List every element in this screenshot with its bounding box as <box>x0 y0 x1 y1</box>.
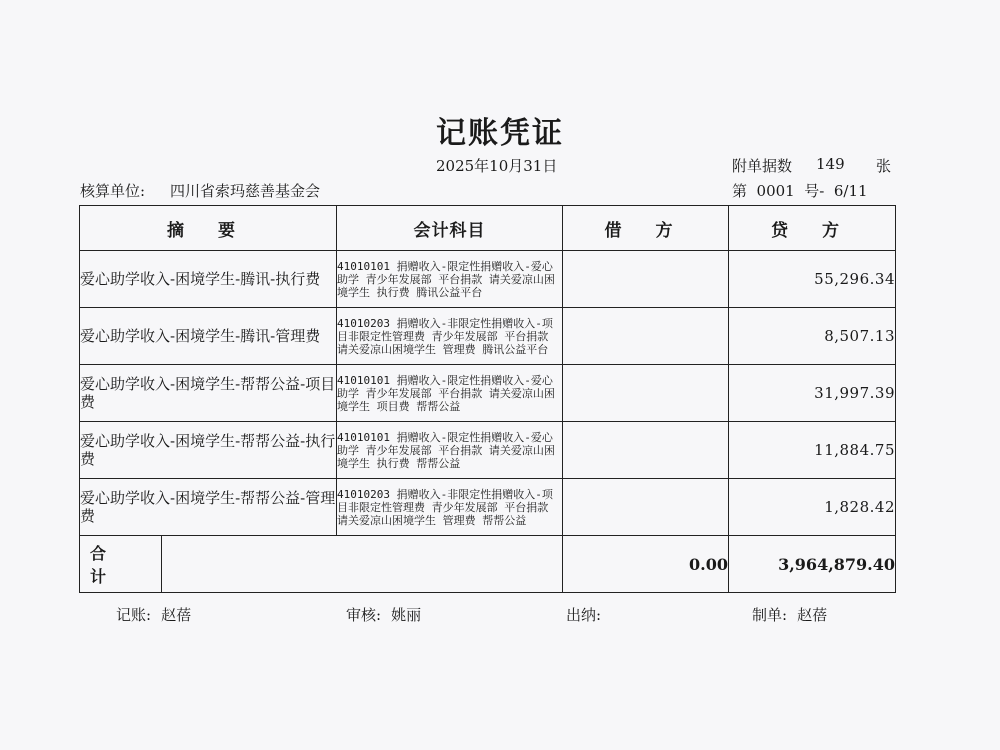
entry-description: 爱心助学收入-困境学生-帮帮公益-项目费 <box>80 365 337 422</box>
table-row <box>80 422 896 479</box>
entry-debit <box>563 251 729 308</box>
cashier-signature <box>566 604 611 625</box>
entry-credit: 55,296.34 <box>729 251 896 308</box>
table-row <box>80 308 896 365</box>
entry-description: 爱心助学收入-困境学生-帮帮公益-管理费 <box>80 479 337 536</box>
preparer-signature <box>752 604 827 625</box>
entry-subject: 41010101 捐赠收入-限定性捐赠收入-爱心助学 青少年发展部 平台捐款 请关爱凉山困境学生 执行费 帮帮公益 <box>337 422 563 479</box>
entry-credit: 1,828.42 <box>729 479 896 536</box>
total-debit: 0.00 <box>563 536 729 593</box>
header-credit: 贷 方 <box>729 206 896 251</box>
entry-debit <box>563 365 729 422</box>
table-row <box>80 479 896 536</box>
voucher-date: 2025年10月31日 <box>436 157 558 175</box>
attachments-count: 149 <box>816 155 845 173</box>
entry-debit <box>563 479 729 536</box>
entry-subject: 41010203 捐赠收入-非限定性捐赠收入-项目非限定性管理费 青少年发展部 平台捐款 请关爱凉山困境学生 管理费 腾讯公益平台 <box>337 308 563 365</box>
header-debit: 借 方 <box>563 206 729 251</box>
bookkeeper-signature <box>116 604 191 625</box>
entry-debit <box>563 422 729 479</box>
bookkeeper-name: 赵蓓 <box>161 606 192 624</box>
table-row <box>80 365 896 422</box>
header-description: 摘 要 <box>80 206 337 251</box>
bookkeeper-label: 记账: <box>116 606 152 624</box>
reviewer-label: 审核: <box>346 606 382 624</box>
voucher-title: 记账凭证 <box>436 116 564 151</box>
attachments-unit: 张 <box>876 157 892 175</box>
total-row <box>80 536 896 593</box>
voucher-table <box>79 205 896 593</box>
voucher-number: 第 0001 号- 6/11 <box>732 182 868 200</box>
entry-description: 爱心助学收入-困境学生-腾讯-执行费 <box>80 251 337 308</box>
entry-credit: 31,997.39 <box>729 365 896 422</box>
attachments-label: 附单据数 <box>732 157 793 175</box>
entry-subject: 41010101 捐赠收入-限定性捐赠收入-爱心助学 青少年发展部 平台捐款 请关爱凉山困境学生 执行费 腾讯公益平台 <box>337 251 563 308</box>
entry-credit: 8,507.13 <box>729 308 896 365</box>
cashier-label: 出纳: <box>566 606 602 624</box>
preparer-label: 制单: <box>752 606 788 624</box>
header-subject: 会计科目 <box>337 206 563 251</box>
entry-subject: 41010101 捐赠收入-限定性捐赠收入-爱心助学 青少年发展部 平台捐款 请关爱凉山困境学生 项目费 帮帮公益 <box>337 365 563 422</box>
entry-subject: 41010203 捐赠收入-非限定性捐赠收入-项目非限定性管理费 青少年发展部 平台捐款 请关爱凉山困境学生 管理费 帮帮公益 <box>337 479 563 536</box>
entry-description: 爱心助学收入-困境学生-腾讯-管理费 <box>80 308 337 365</box>
accounting-unit-name: 四川省索玛慈善基金会 <box>170 182 321 200</box>
entry-description: 爱心助学收入-困境学生-帮帮公益-执行费 <box>80 422 337 479</box>
reviewer-name: 姚丽 <box>391 606 422 624</box>
reviewer-signature <box>346 604 421 625</box>
entry-debit <box>563 308 729 365</box>
accounting-unit-label: 核算单位: <box>80 182 146 200</box>
total-label: 合 计 <box>80 536 162 592</box>
table-header-row <box>80 206 896 251</box>
entry-credit: 11,884.75 <box>729 422 896 479</box>
preparer-name: 赵蓓 <box>797 606 828 624</box>
total-credit: 3,964,879.40 <box>729 536 896 593</box>
table-row <box>80 251 896 308</box>
total-label-cell <box>80 536 563 593</box>
